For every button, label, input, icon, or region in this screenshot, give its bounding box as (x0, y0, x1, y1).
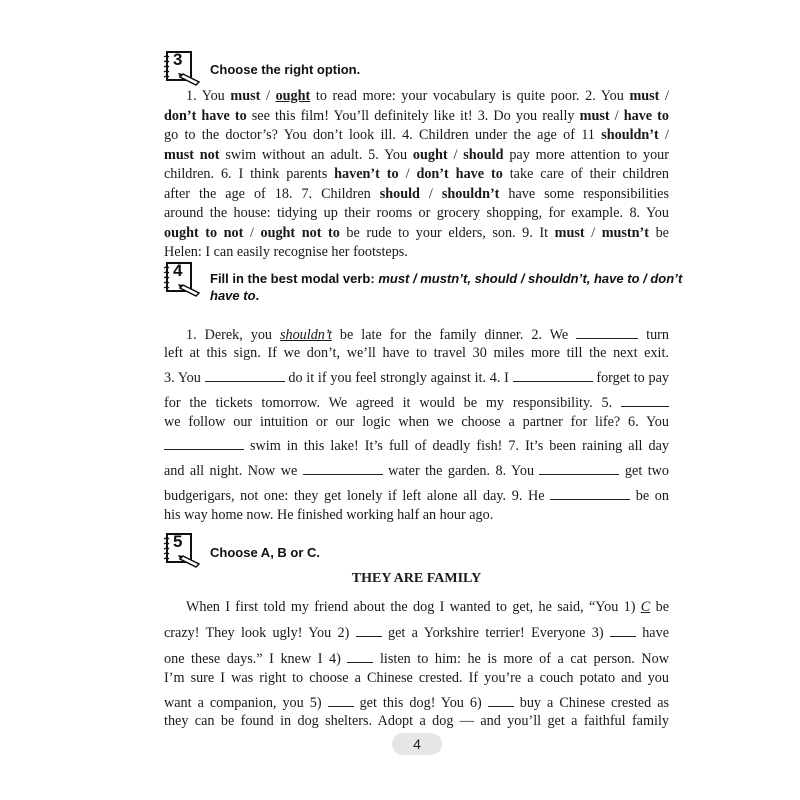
answer-blank[interactable] (488, 694, 514, 707)
option-word: must (629, 88, 660, 104)
option-word: shouldn’t (441, 185, 500, 202)
sample-answer: shouldn’t (279, 327, 332, 343)
text-run: get a Yorkshire terrier! Everyone 3) (381, 625, 610, 641)
text-run: go to the doctor’s? You don’t look ill. 4. Children under the age of 11 (164, 127, 602, 143)
exercise4-line (164, 394, 669, 414)
text-run: take care of their children (502, 166, 669, 182)
exercise5-line (164, 650, 669, 670)
answer-blank[interactable] (356, 624, 382, 637)
instruction-verbs-1: must / mustn’t, should / shouldn’t, have to / don’t (378, 271, 683, 286)
text-run: his way home now. He finished working half an hour ago. (164, 507, 494, 523)
notebook-pencil-icon (162, 261, 204, 297)
notebook-pencil-icon (162, 50, 204, 86)
option-word: should (463, 146, 504, 163)
text-run: get this dog! You 6) (353, 695, 488, 711)
exercise-3-text (164, 87, 669, 263)
option-word: ought to not (164, 224, 244, 241)
exercise5-line (164, 624, 669, 644)
text-run: / (609, 107, 624, 124)
text-run: one these days.” I knew I 4) (164, 651, 348, 667)
option-word: have to (623, 107, 669, 124)
text-run: for the tickets tomorrow. We agreed it would be my responsibility. 5. (164, 395, 621, 411)
text-run: 1. You (186, 88, 231, 104)
text-run: / (659, 88, 669, 104)
text-run: 1. Derek, you (186, 327, 280, 343)
exercise-3-badge (162, 50, 202, 84)
exercise4-line (164, 369, 669, 389)
exercise-5-instruction: Choose A, B or C. (210, 545, 321, 560)
text-run: turn (638, 327, 669, 343)
text-run: do it if you feel strongly against it. 4. I (284, 370, 513, 386)
option-word: don’t have to (164, 107, 247, 124)
instruction-verbs-2: have to (210, 288, 256, 303)
sample-answer: C (640, 599, 651, 615)
text-run: pay more attention to your (503, 146, 669, 163)
text-run: listen to him: he is more of a cat person. Now (373, 651, 669, 667)
text-run: to read more: your vocabulary is quite poor. 2. You (310, 88, 630, 104)
option-word: mustn’t (601, 224, 649, 241)
option-word: don’t have to (416, 166, 503, 182)
option-word: ought (275, 88, 311, 104)
exercise5-line (164, 694, 669, 714)
answer-blank[interactable] (328, 694, 354, 707)
text-run: be on (630, 488, 669, 504)
text-run: they can be found in dog shelters. Adopt a dog — and you’ll get a faithful family (164, 713, 669, 729)
text-run: / (419, 185, 442, 202)
text-run: / (447, 146, 464, 163)
exercise5-line (164, 669, 669, 689)
exercise-3-line (164, 126, 669, 146)
exercise4-line (164, 344, 669, 364)
text-run: buy a Chinese crested as (513, 695, 670, 711)
option-word: should (379, 185, 420, 202)
exercise-3-line (164, 146, 669, 166)
text-run: / (260, 88, 276, 104)
answer-blank[interactable] (610, 624, 636, 637)
option-word: ought (412, 146, 448, 163)
answer-blank[interactable] (205, 369, 285, 382)
exercise-3-line (164, 224, 669, 244)
text-run: crazy! They look ugly! You 2) (164, 625, 356, 641)
text-run: be late for the family dinner. 2. We (331, 327, 577, 343)
text-run: forget to pay (592, 370, 669, 386)
exercise4-line (164, 326, 669, 346)
text-run: 3. You (164, 370, 205, 386)
text-run: be (649, 224, 669, 241)
exercise-5-badge (162, 532, 202, 566)
instruction-prefix: Fill in the best modal verb: (210, 271, 379, 286)
exercise-3-line (164, 107, 669, 127)
exercise-5-number: 5 (173, 532, 183, 551)
text-run: after the age of 18. 7. Children (164, 185, 380, 202)
exercise-3-line (164, 204, 669, 224)
answer-blank[interactable] (539, 462, 619, 475)
exercise4-line (164, 506, 669, 526)
text-run: left at this sign. If we don’t, we’ll have to travel 30 miles more till the next exit. (164, 345, 669, 361)
option-word: haven’t to (334, 166, 399, 182)
text-run: see this film! You’ll definitely like it! 3. Do you really (246, 107, 580, 124)
answer-blank[interactable] (621, 394, 669, 407)
notebook-pencil-icon (162, 532, 204, 568)
text-run: have some responsibilities (499, 185, 669, 202)
text-run: have (635, 625, 669, 641)
exercise5-line (164, 712, 669, 732)
exercise4-line (164, 437, 669, 457)
text-run: swim without an adult. 5. You (219, 146, 413, 163)
answer-blank[interactable] (347, 650, 373, 663)
text-run: budgerigars, not one: they get lonely if left alone all day. 9. He (164, 488, 551, 504)
text-run: be (650, 599, 669, 615)
text-run: swim in this lake! It’s full of deadly fish! 7. It’s been raining all day (244, 438, 669, 454)
exercise-3-line (164, 243, 669, 263)
exercise4-line (164, 487, 669, 507)
exercise5-line (164, 598, 669, 618)
option-word: must (579, 107, 610, 124)
text-run: When I first told my friend about the dog I wanted to get, he said, “You 1) (186, 599, 641, 615)
text-run: / (658, 127, 669, 143)
text-run: I’m sure I was right to choose a Chinese crested. If you’re a couch potato and you (164, 670, 669, 686)
page-number: 4 (392, 733, 442, 755)
text-run: children. 6. I think parents (164, 166, 335, 182)
exercise-4-badge (162, 261, 202, 295)
answer-blank[interactable] (550, 487, 630, 500)
answer-blank[interactable] (303, 462, 383, 475)
text-run: and all night. Now we (164, 463, 303, 479)
option-word: shouldn’t (601, 127, 659, 143)
text-run: water the garden. 8. You (382, 463, 540, 479)
exercise-3-instruction: Choose the right option. (210, 62, 361, 77)
exercise4-line (164, 462, 669, 482)
exercise-4-instruction (210, 270, 682, 304)
story-title: THEY ARE FAMILY (351, 571, 482, 586)
text-run: / (584, 224, 602, 241)
instruction-end: . (255, 288, 260, 303)
option-word: must not (164, 146, 220, 163)
exercise-4-header (162, 261, 682, 304)
exercise-3-line (164, 87, 669, 107)
answer-blank[interactable] (513, 369, 593, 382)
exercise-4-number: 4 (173, 261, 183, 280)
answer-blank[interactable] (576, 326, 638, 339)
exercise4-line (164, 413, 669, 433)
option-word: must (554, 224, 585, 241)
answer-blank[interactable] (164, 437, 244, 450)
text-run: get two (619, 463, 669, 479)
text-run: we follow our intuition or our logic when we choose a partner for life? 6. You (164, 414, 669, 430)
exercise-3-header (162, 50, 360, 84)
text-run: / (243, 224, 261, 241)
exercise-3-line (164, 185, 669, 205)
exercise-3-number: 3 (173, 50, 183, 69)
text-run: be rude to your elders, son. 9. It (339, 224, 555, 241)
text-run: want a companion, you 5) (164, 695, 328, 711)
option-word: must (230, 88, 261, 104)
exercise-3-line (164, 165, 669, 185)
exercise-5-header (162, 532, 320, 566)
text-run: / (398, 166, 417, 182)
text-run: Helen: I can easily recognise her footsteps. (164, 244, 408, 260)
option-word: ought not to (260, 224, 340, 241)
text-run: around the house: tidying up their rooms or grocery shopping, for example. 8. You (164, 205, 669, 221)
